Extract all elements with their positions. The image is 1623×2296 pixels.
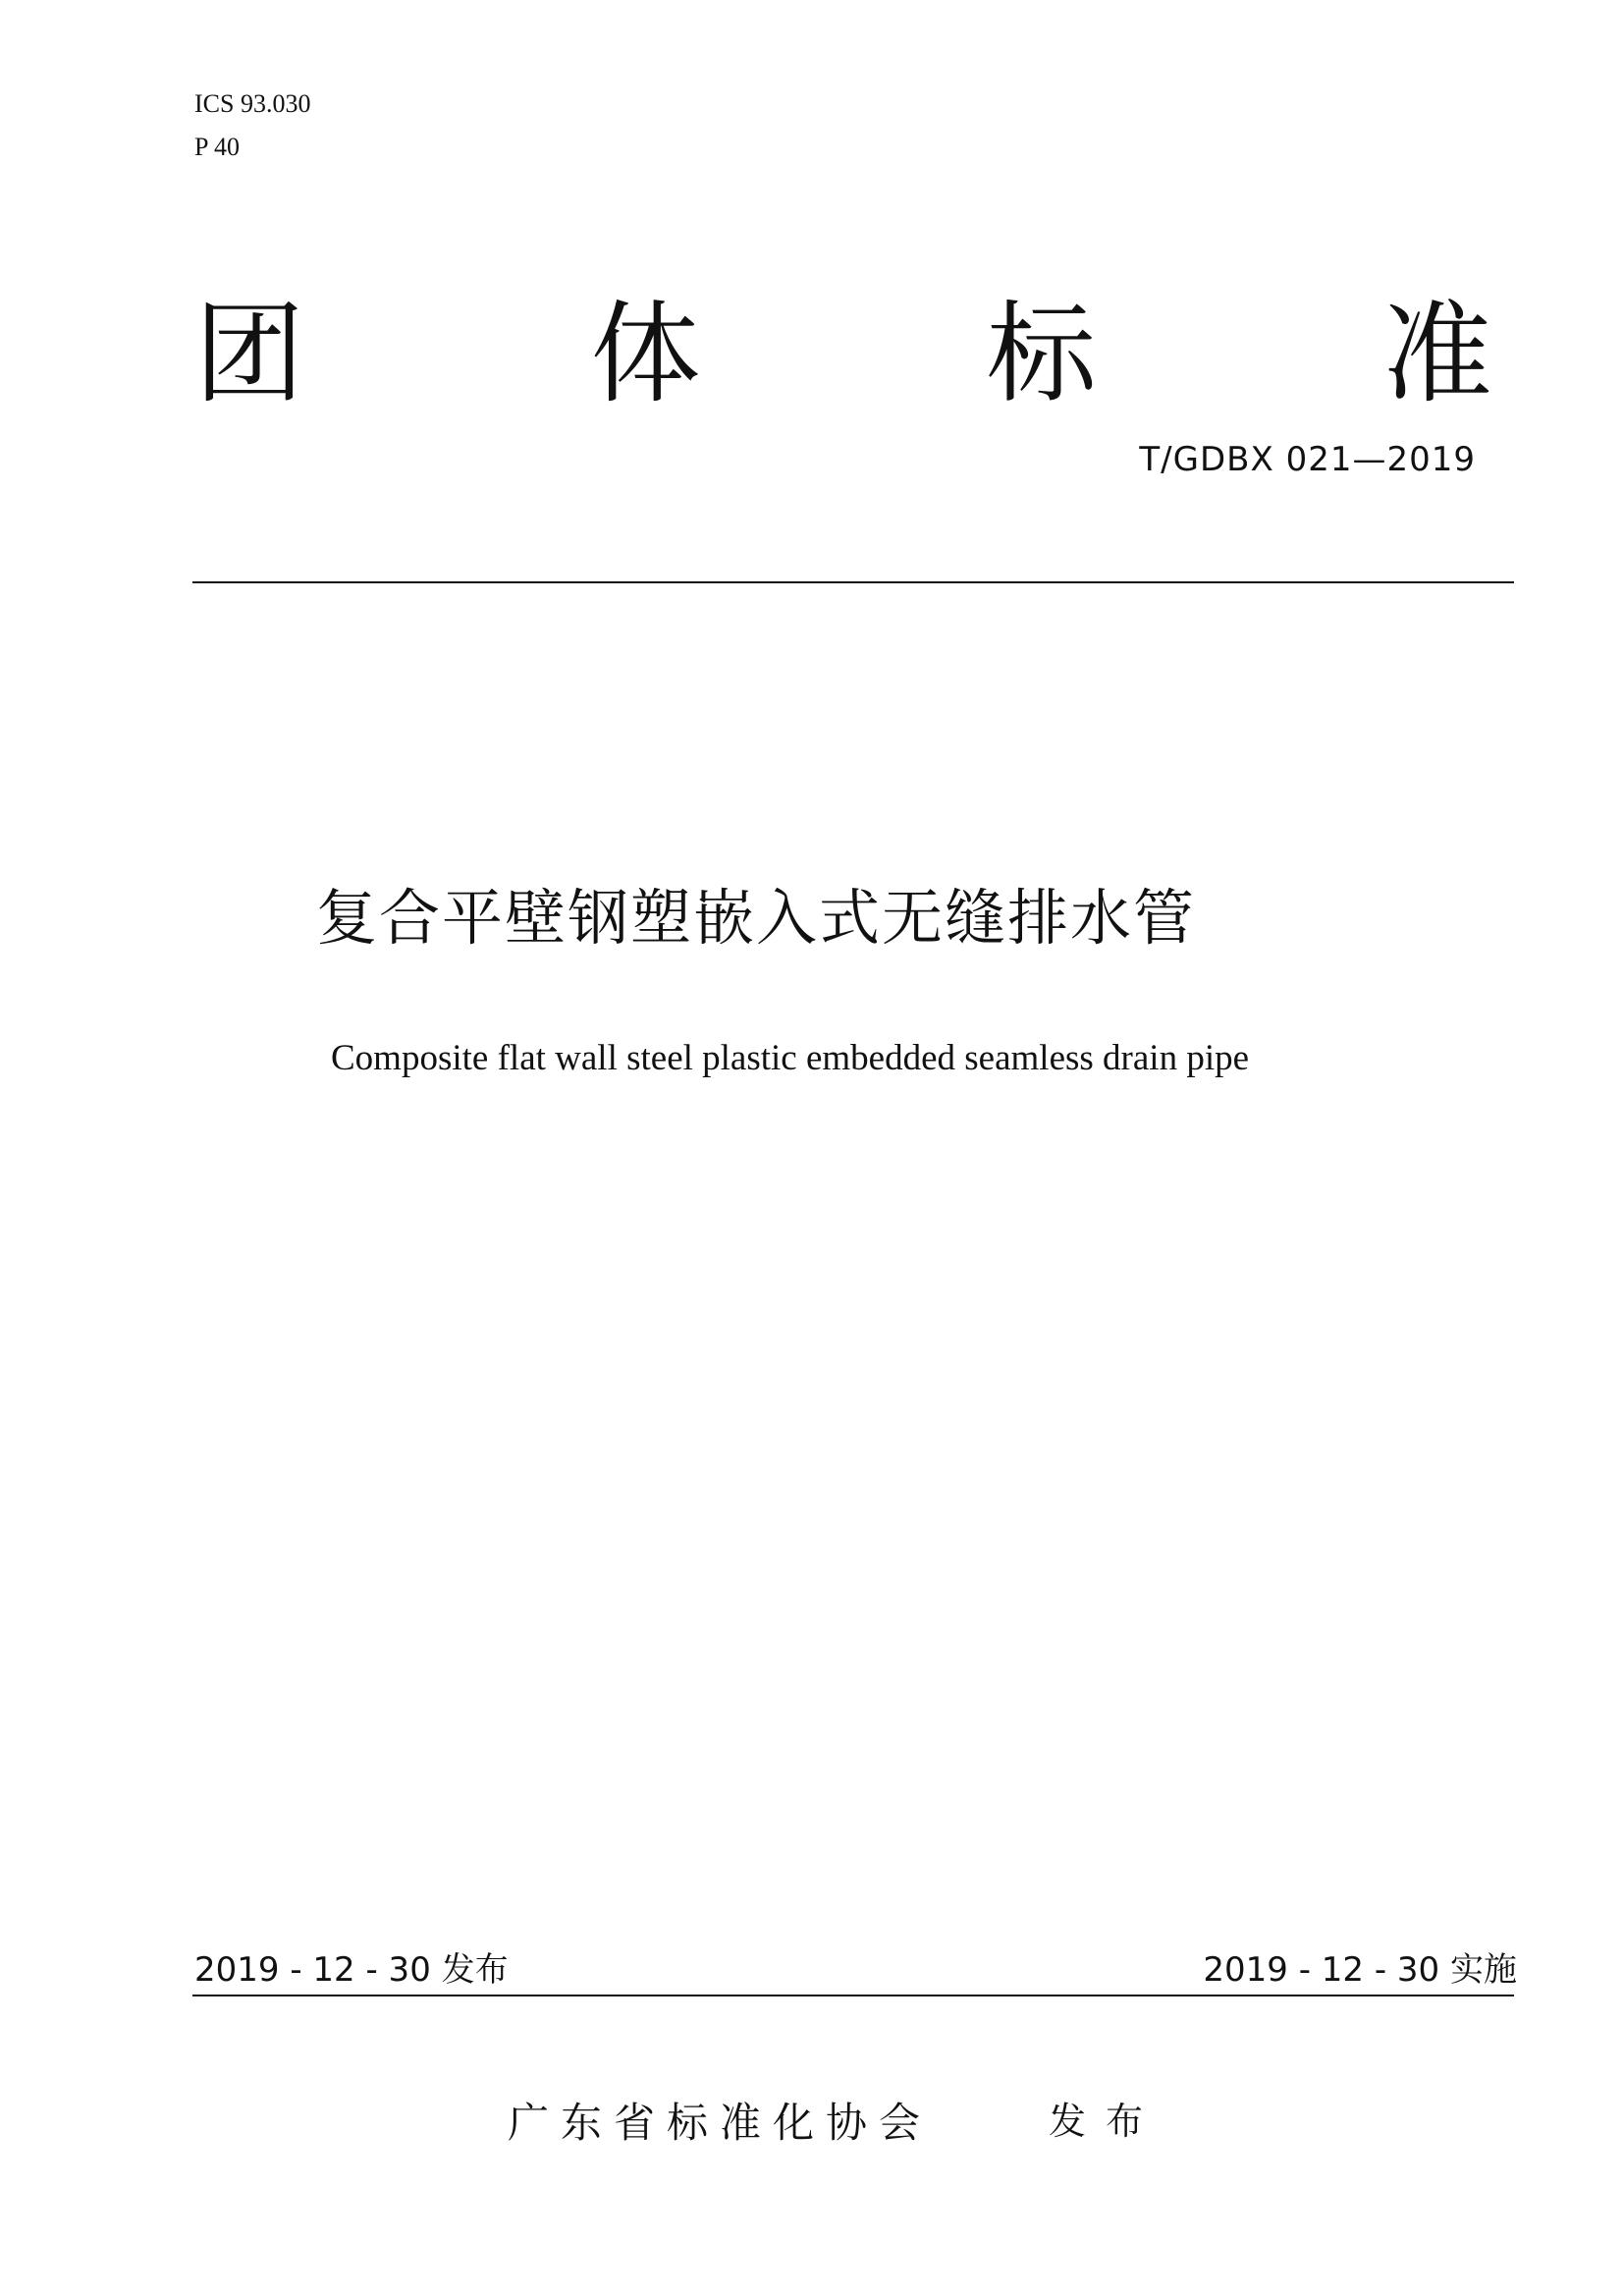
publish-label: 发布: [1049, 2100, 1163, 2143]
title-chinese: 复合平壁钢塑嵌入式无缝排水管: [316, 882, 1197, 954]
standard-number: T/GDBX 021—2019: [1139, 440, 1476, 479]
standard-type-heading: [194, 291, 1492, 418]
ccs-code: P 40: [194, 133, 240, 161]
issue-date: 2019 - 12 - 30 发布: [194, 1950, 509, 1990]
title-english: Composite flat wall steel plastic embedded seamless drain pipe: [331, 1038, 1250, 1078]
footer-divider: [192, 1995, 1514, 1996]
implementation-date: 2019 - 12 - 30 实施: [1203, 1950, 1517, 1990]
heading-char: 准: [1381, 291, 1492, 418]
header-divider: [192, 581, 1514, 583]
heading-char: 体: [590, 291, 701, 418]
publisher-name: 广东省标准化协会: [508, 2099, 933, 2147]
heading-char: 团: [194, 291, 304, 418]
heading-char: 标: [986, 291, 1097, 418]
classification-block: [194, 82, 310, 169]
ics-code: ICS 93.030: [194, 89, 311, 118]
